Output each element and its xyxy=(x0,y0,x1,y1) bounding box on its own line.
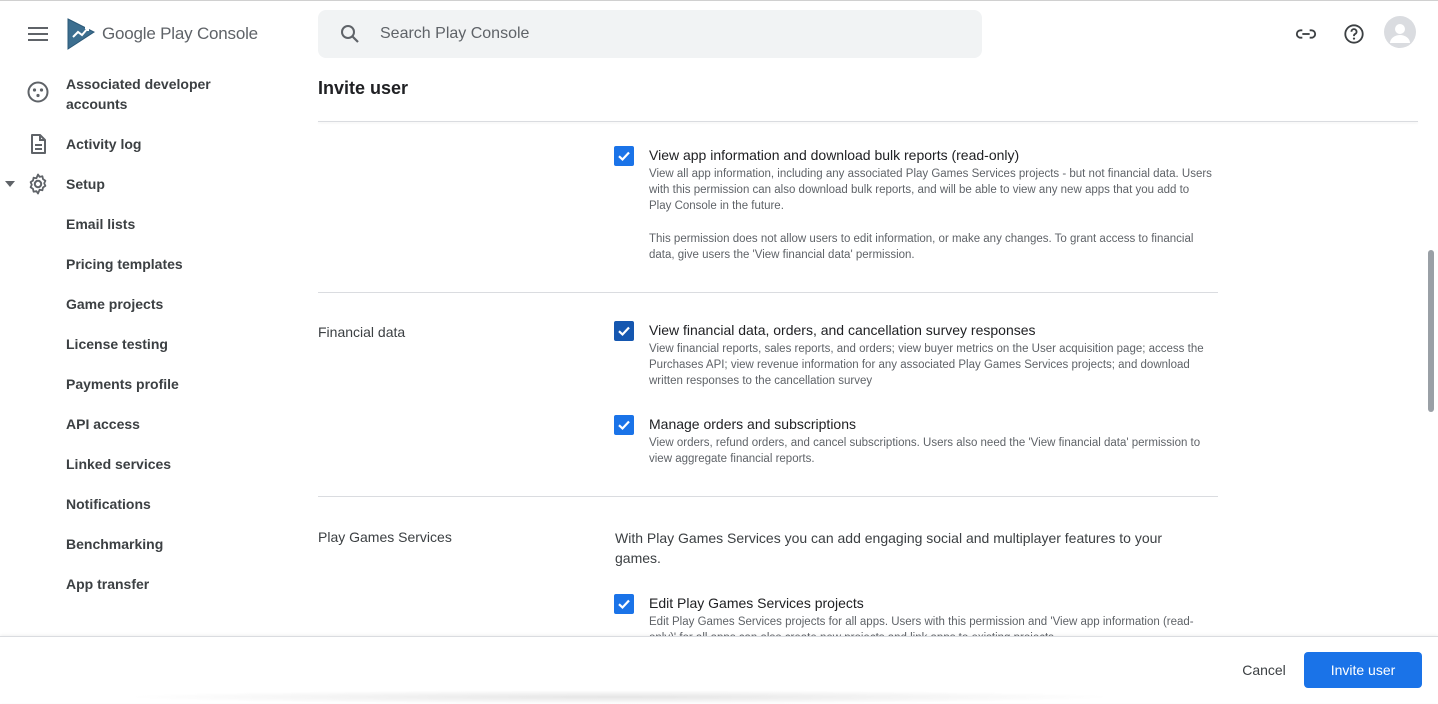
sidebar-item-label: API access xyxy=(66,416,140,432)
check-icon xyxy=(616,148,632,164)
brand-console: Console xyxy=(196,24,258,43)
section-intro-text: With Play Games Services you can add engaging social and multiplayer features to your games. xyxy=(615,530,1163,566)
sidebar-item-label: Benchmarking xyxy=(66,536,164,552)
permission-checkbox[interactable] xyxy=(614,321,634,341)
check-icon xyxy=(616,596,632,612)
permission-description: Edit Play Games Services projects for all apps. Users with this permission and 'View app information (read- xyxy=(649,616,1194,628)
permission-title: View app information and download bulk reports (read-only) xyxy=(649,147,1020,163)
sidebar-item-label: Game projects xyxy=(66,296,164,312)
check-icon xyxy=(616,417,632,433)
scrollbar-thumb[interactable] xyxy=(1428,250,1434,412)
brand-google: Google Play xyxy=(102,24,193,43)
permission-title: Edit Play Games Services projects xyxy=(649,595,864,611)
permission-view-app-info xyxy=(614,146,1214,266)
section-divider xyxy=(318,292,1218,293)
permission-note: This permission does not allow users to edit information, or make any changes. To grant access to financial data, give users the 'View financial data' permission. xyxy=(649,233,1194,262)
sidebar-item-label: Payments profile xyxy=(66,376,179,392)
sidebar-item-label: Activity log xyxy=(66,136,142,152)
permission-checkbox[interactable] xyxy=(614,415,634,435)
permission-checkbox[interactable] xyxy=(614,594,634,614)
footer-shadow xyxy=(120,690,1120,704)
sidebar-item-label: Notifications xyxy=(66,496,151,512)
cancel-button[interactable]: Cancel xyxy=(1228,652,1300,688)
section-label-financial-data: Financial data xyxy=(318,324,406,340)
permission-view-financial-data xyxy=(614,321,1214,391)
sidebar-item-label: Associated developer accounts xyxy=(66,76,211,112)
sidebar-item-label: Pricing templates xyxy=(66,256,183,272)
scrollbar-track[interactable] xyxy=(1424,122,1438,636)
permission-description: View all app information, including any associated Play Games Services projects - but not financial data. Users with this permission can also download bulk reports, and will be able to view any new apps that you add to Play Console in the future. xyxy=(649,168,1212,213)
check-icon xyxy=(616,323,632,339)
sidebar-item-label: License testing xyxy=(66,336,168,352)
permission-description: View financial reports, sales reports, and orders; view buyer metrics on the User acquisition page; access the Purchases API; view revenue information for any associated Play Games Services projects; and download written responses to the cancellation survey xyxy=(649,343,1204,388)
section-divider xyxy=(318,496,1218,497)
invite-user-button[interactable]: Invite user xyxy=(1304,652,1422,688)
section-label-play-games-services: Play Games Services xyxy=(318,529,452,545)
sidebar-item-label: App transfer xyxy=(66,576,150,592)
permission-title: View financial data, orders, and cancellation survey responses xyxy=(649,322,1036,338)
permission-manage-orders xyxy=(614,415,1214,471)
permission-title: Manage orders and subscriptions xyxy=(649,416,857,432)
sidebar-item-label: Email lists xyxy=(66,216,136,232)
sidebar-item-label: Linked services xyxy=(66,456,172,472)
permissions-scroll-area[interactable] xyxy=(0,122,1424,636)
page-title: Invite user xyxy=(318,78,409,98)
permission-checkbox[interactable] xyxy=(614,146,634,166)
permission-description: View orders, refund orders, and cancel subscriptions. Users also need the 'View financial data' permission to view aggregate financial reports. xyxy=(649,437,1201,466)
sidebar-item-label: Setup xyxy=(66,176,105,192)
